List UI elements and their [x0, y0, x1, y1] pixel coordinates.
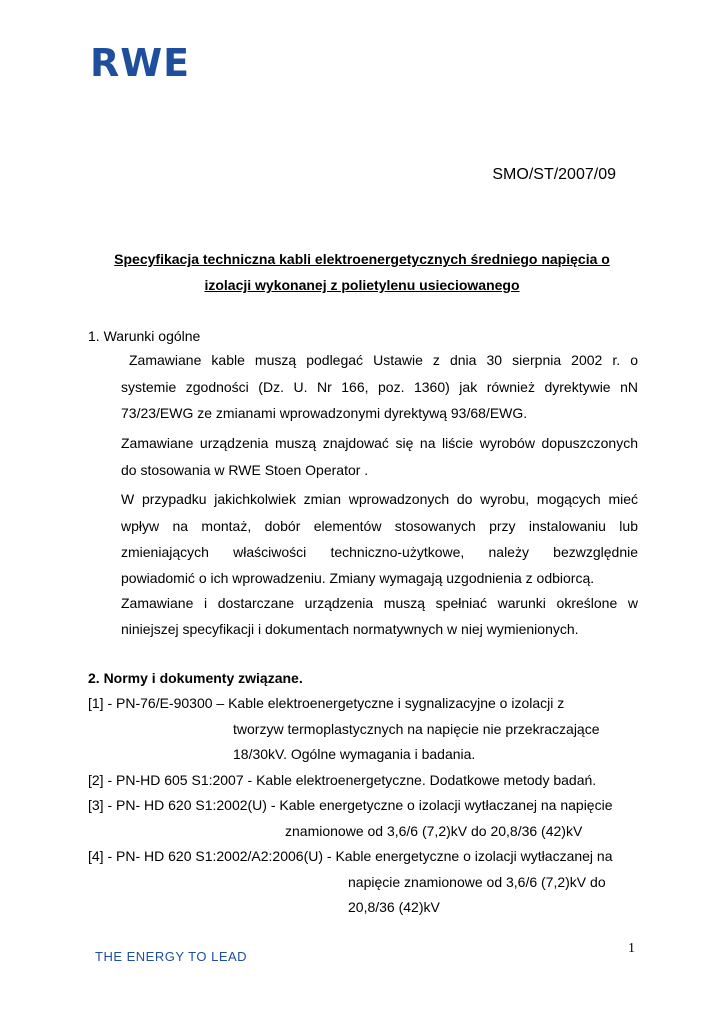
reference-1-line-1: [1] - PN-76/E-90300 – Kable elektroenergetyczne i sygnalizacyjne o izolacji z [88, 695, 565, 711]
title-line-1: Specyfikacja techniczna kabli elektroenergetycznych średniego napięcia o [114, 251, 610, 267]
reference-1-line-2: tworzyw termoplastycznych na napięcie nie przekraczające [233, 721, 600, 737]
reference-1-line-3: 18/30kV. Ogólne wymagania i badania. [233, 746, 476, 762]
section-1-p3-line-1: W przypadku jakichkolwiek zmian wprowadzonych do wyrobu, mogących mieć [121, 491, 638, 507]
section-1-p2-line-1: Zamawiane urządzenia muszą znajdować się na liście wyrobów dopuszczonych [121, 435, 638, 451]
section-1-p3-line-6: niniejszej specyfikacji i dokumentach normatywnych w niej wymienionych. [121, 621, 579, 637]
section-1-p3-line-5: Zamawiane i dostarczane urządzenia muszą spełniać warunki określone w [121, 595, 638, 611]
section-1-p1-line-3: 73/23/EWG ze zmianami wprowadzonymi dyrektywą 93/68/EWG. [121, 405, 528, 421]
footer-tagline: THE ENERGY TO LEAD [95, 949, 248, 964]
section-1-p2-line-2: do stosowania w RWE Stoen Operator . [121, 462, 369, 478]
reference-4-line-3: 20,8/36 (42)kV [348, 899, 440, 915]
title-line-2: izolacji wykonanej z polietylenu usieciowanego [204, 277, 520, 293]
page-number: 1 [628, 941, 635, 956]
section-1-p1-line-2: systemie zgodności (Dz. U. Nr 166, poz. 1360) jak również dyrektywie nN [121, 379, 638, 395]
rwe-logo: RWE [90, 41, 191, 85]
reference-4-line-2: napięcie znamionowe od 3,6/6 (7,2)kV do [348, 874, 606, 890]
reference-3-line-1: [3] - PN- HD 620 S1:2002(U) - Kable energetyczne o izolacji wytłaczanej na napięcie [88, 797, 613, 813]
section-2-heading: 2. Normy i dokumenty związane. [88, 670, 303, 686]
section-1-p3-line-3: zmieniających właściwości techniczno-użytkowe, należy bezwzględnie [121, 544, 638, 560]
section-1-p1-line-1: Zamawiane kable muszą podlegać Ustawie z dnia 30 sierpnia 2002 r. o [129, 352, 638, 368]
section-1-p3-line-2: wpływ na montaż, dobór elementów stosowanych przy instalowaniu lub [121, 518, 638, 534]
section-1-p3-line-4: powiadomić o ich wprowadzeniu. Zmiany wymagają uzgodnienia z odbiorcą. [121, 570, 595, 586]
section-1-heading: 1. Warunki ogólne [88, 328, 201, 344]
reference-4-line-1: [4] - PN- HD 620 S1:2002/A2:2006(U) - Kable energetyczne o izolacji wytłaczanej na [88, 848, 613, 864]
reference-2: [2] - PN-HD 605 S1:2007 - Kable elektroenergetyczne. Dodatkowe metody badań. [88, 772, 597, 788]
document-number: SMO/ST/2007/09 [492, 166, 616, 183]
reference-3-line-2: znamionowe od 3,6/6 (7,2)kV do 20,8/36 (42)kV [285, 823, 583, 839]
